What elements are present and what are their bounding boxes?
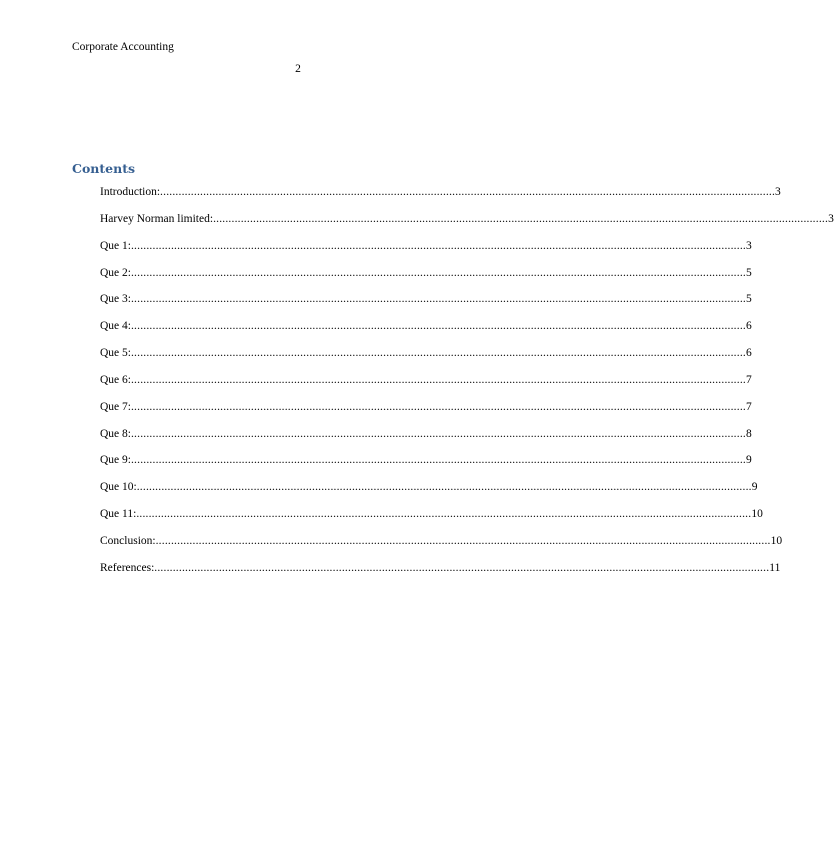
toc-entry-page: 9 <box>751 481 758 494</box>
toc-dot-leader: ........................................................................................................................................................................................................ <box>130 373 746 386</box>
table-of-contents-heading: Contents <box>72 161 136 176</box>
toc-entry-label: References: <box>100 561 155 574</box>
toc-dot-leader: ........................................................................................................................................................................................................ <box>130 400 746 413</box>
toc-entry-label: Que 1: <box>100 239 131 252</box>
toc-entry-harvey-norman[interactable] <box>100 212 834 226</box>
toc-entry-introduction[interactable] <box>100 185 781 199</box>
toc-dot-leader: ........................................................................................................................................................................................................ <box>130 293 746 306</box>
toc-entry-que-9[interactable] <box>100 453 752 467</box>
toc-entry-page: 6 <box>745 347 752 360</box>
table-of-contents <box>100 185 834 588</box>
toc-entry-page: 11 <box>769 561 781 574</box>
toc-entry-page: 3 <box>828 212 834 225</box>
toc-dot-leader: ........................................................................................................................................................................................................ <box>130 427 746 440</box>
toc-dot-leader: ........................................................................................................................................................................................................ <box>154 561 770 574</box>
toc-entry-que-11[interactable] <box>100 507 763 521</box>
toc-dot-leader: ........................................................................................................................................................................................................ <box>130 347 746 360</box>
toc-dot-leader: ........................................................................................................................................................................................................ <box>130 239 746 252</box>
toc-entry-label: Que 10: <box>100 481 137 494</box>
toc-entry-conclusion[interactable] <box>100 534 783 548</box>
toc-dot-leader: ........................................................................................................................................................................................................ <box>213 212 829 225</box>
page-number: 2 <box>295 63 301 75</box>
toc-dot-leader: ........................................................................................................................................................................................................ <box>160 186 776 198</box>
toc-entry-page: 7 <box>745 400 752 413</box>
toc-entry-page: 9 <box>745 454 752 467</box>
toc-entry-label: Que 4: <box>100 320 131 333</box>
toc-entry-page: 5 <box>745 266 752 279</box>
toc-entry-label: Que 3: <box>100 293 131 306</box>
toc-entry-label: Que 6: <box>100 373 131 386</box>
toc-entry-page: 10 <box>770 534 783 547</box>
toc-entry-label: Que 8: <box>100 427 131 440</box>
toc-entry-page: 3 <box>745 239 752 252</box>
toc-entry-label: Conclusion: <box>100 534 156 547</box>
toc-entry-label: Que 11: <box>100 508 137 521</box>
toc-entry-label: Harvey Norman limited: <box>100 212 214 225</box>
toc-dot-leader: ........................................................................................................................................................................................................ <box>130 454 746 467</box>
toc-entry-que-10[interactable] <box>100 480 758 494</box>
toc-entry-page: 10 <box>751 508 763 521</box>
toc-entry-que-3[interactable] <box>100 292 752 306</box>
toc-entry-que-1[interactable] <box>100 239 752 253</box>
toc-dot-leader: ........................................................................................................................................................................................................ <box>155 534 771 547</box>
running-header-title: Corporate Accounting <box>72 41 174 53</box>
toc-entry-que-6[interactable] <box>100 373 752 387</box>
toc-entry-label: Introduction: <box>100 186 161 198</box>
toc-entry-label: Que 7: <box>100 400 131 413</box>
toc-dot-leader: ........................................................................................................................................................................................................ <box>130 266 746 279</box>
toc-entry-label: Que 9: <box>100 454 131 467</box>
toc-entry-que-5[interactable] <box>100 346 752 360</box>
toc-entry-que-7[interactable] <box>100 400 752 414</box>
toc-dot-leader: ........................................................................................................................................................................................................ <box>136 481 752 494</box>
toc-entry-que-8[interactable] <box>100 427 752 441</box>
toc-entry-page: 6 <box>745 320 752 333</box>
toc-entry-page: 5 <box>745 293 752 306</box>
toc-entry-page: 7 <box>745 373 752 386</box>
toc-entry-que-2[interactable] <box>100 266 752 280</box>
toc-entry-label: Que 5: <box>100 347 131 360</box>
toc-dot-leader: ........................................................................................................................................................................................................ <box>130 320 746 333</box>
toc-entry-page: 8 <box>745 427 752 440</box>
toc-dot-leader: ........................................................................................................................................................................................................ <box>136 508 752 521</box>
toc-entry-references[interactable] <box>100 561 781 575</box>
toc-entry-label: Que 2: <box>100 266 131 279</box>
toc-entry-que-4[interactable] <box>100 319 752 333</box>
toc-entry-page: 3 <box>775 186 781 198</box>
